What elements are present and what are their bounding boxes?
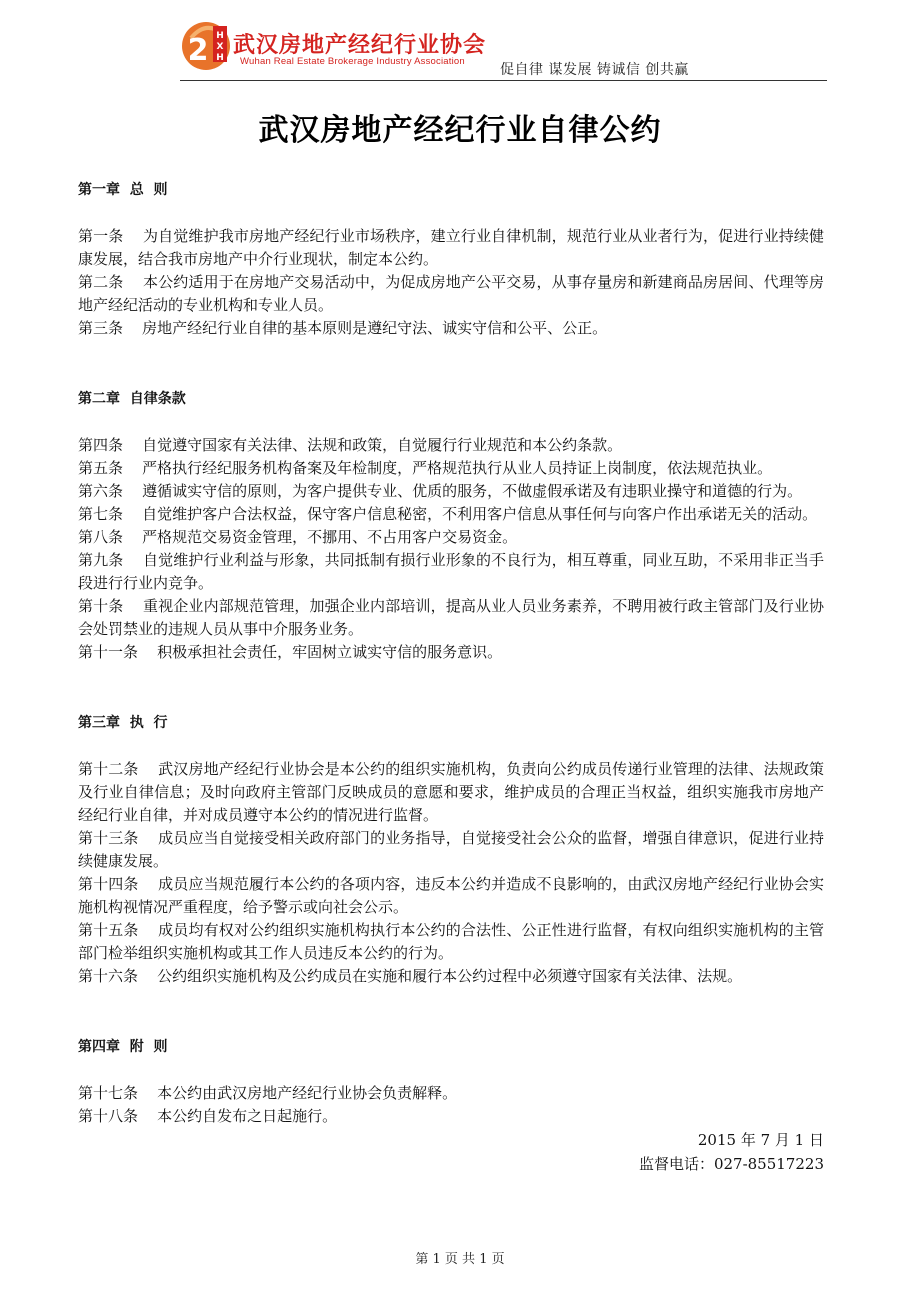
article	[78, 457, 824, 480]
chapter-heading: 第三章 执 行	[78, 715, 168, 731]
svg-text:H: H	[216, 31, 224, 41]
document-body	[78, 178, 824, 1176]
article-number: 第九条	[78, 551, 124, 569]
article-number: 第八条	[78, 528, 124, 546]
article-number: 第十五条	[78, 921, 139, 939]
article-number: 第十七条	[78, 1084, 139, 1102]
article	[78, 873, 824, 919]
supervision-phone: 监督电话：027-85517223	[638, 1155, 824, 1173]
article-number: 第一条	[78, 227, 124, 245]
article-text: 成员均有权对公约组织实施机构执行本公约的合法性、公正性进行监督，有权向组织实施机构的主管部门检举组织实施机构或其工作人员违反本公约的行为。	[78, 921, 824, 962]
article-number: 第二条	[78, 273, 124, 291]
article-number: 第七条	[78, 505, 124, 523]
article	[78, 758, 824, 827]
article	[78, 827, 824, 873]
association-name-en: Wuhan Real Estate Brokerage Industry Association	[240, 56, 465, 67]
article	[78, 919, 824, 965]
article-text: 房地产经纪行业自律的基本原则是遵纪守法、诚实守信和公平、公正。	[142, 319, 608, 337]
header-slogan: 促自律 谋发展 铸诚信 创共赢	[500, 62, 689, 78]
article-text: 武汉房地产经纪行业协会是本公约的组织实施机构，负责向公约成员传递行业管理的法律、法规政策及行业自律信息；及时向政府主管部门反映成员的意愿和要求，维护成员的合理正当权益，组织实施我市房地产经纪行业自律，并对成员遵守本公约的情况进行监督。	[78, 760, 824, 824]
article-text: 成员应当自觉接受相关政府部门的业务指导，自觉接受社会公众的监督，增强自律意识，促进行业持续健康发展。	[78, 829, 824, 870]
svg-text:X: X	[216, 42, 224, 52]
article	[78, 965, 824, 988]
article-number: 第五条	[78, 459, 124, 477]
article-text: 本公约自发布之日起施行。	[157, 1107, 338, 1125]
chapter-heading: 第四章 附 则	[78, 1039, 168, 1055]
article	[78, 595, 824, 641]
article-number: 第十条	[78, 597, 124, 615]
article-text: 公约组织实施机构及公约成员在实施和履行本公约过程中必须遵守国家有关法律、法规。	[157, 967, 743, 985]
issue-date: 2015 年 7 月 1 日	[697, 1131, 824, 1149]
article-number: 第十八条	[78, 1107, 139, 1125]
article	[78, 549, 824, 595]
document-header	[0, 0, 920, 82]
article-text: 积极承担社会责任，牢固树立诚实守信的服务意识。	[157, 643, 503, 661]
document-title: 武汉房地产经纪行业自律公约	[258, 113, 662, 148]
article-text: 自觉遵守国家有关法律、法规和政策，自觉履行行业规范和本公约条款。	[142, 436, 623, 454]
article-text: 自觉维护客户合法权益，保守客户信息秘密，不利用客户信息从事任何与向客户作出承诺无关的活动。	[142, 505, 818, 523]
article-number: 第三条	[78, 319, 124, 337]
article-text: 遵循诚实守信的原则，为客户提供专业、优质的服务，不做虚假承诺及有违职业操守和道德的行为。	[142, 482, 803, 500]
article	[78, 641, 824, 664]
article-text: 严格规范交易资金管理，不挪用、不占用客户交易资金。	[142, 528, 518, 546]
article	[78, 503, 824, 526]
article-number: 第十二条	[78, 760, 139, 778]
article-text: 本公约适用于在房地产交易活动中，为促成房地产公平交易，从事存量房和新建商品房居间、代理等房地产经纪活动的专业机构和专业人员。	[78, 273, 824, 314]
svg-text:H: H	[216, 53, 224, 63]
article	[78, 1105, 824, 1128]
svg-text:2: 2	[187, 33, 209, 68]
article-number: 第十一条	[78, 643, 139, 661]
article-number: 第四条	[78, 436, 124, 454]
article	[78, 434, 824, 457]
article	[78, 271, 824, 317]
article	[78, 1082, 824, 1105]
chapter-heading: 第二章 自律条款	[78, 391, 186, 407]
article-text: 为自觉维护我市房地产经纪行业市场秩序，建立行业自律机制，规范行业从业者行为，促进行业持续健康发展，结合我市房地产中介行业现状，制定本公约。	[78, 227, 824, 268]
article-number: 第十三条	[78, 829, 139, 847]
article-number: 第十六条	[78, 967, 139, 985]
association-name-cn: 武汉房地产经纪行业协会	[233, 33, 487, 58]
article-number: 第六条	[78, 482, 124, 500]
article	[78, 225, 824, 271]
article-text: 严格执行经纪服务机构备案及年检制度，严格规范执行从业人员持证上岗制度，依法规范执业。	[142, 459, 773, 477]
article-text: 重视企业内部规范管理，加强企业内部培训，提高从业人员业务素养，不聘用被行政主管部门及行业协会处罚禁业的违规人员从事中介服务业务。	[78, 597, 824, 638]
article	[78, 317, 824, 340]
chapter-heading: 第一章 总 则	[78, 182, 168, 198]
article-text: 自觉维护行业利益与形象，共同抵制有损行业形象的不良行为，相互尊重，同业互助，不采用非正当手段进行行业内竞争。	[78, 551, 824, 592]
header-divider	[180, 80, 827, 81]
article-text: 本公约由武汉房地产经纪行业协会负责解释。	[157, 1084, 458, 1102]
article-number: 第十四条	[78, 875, 139, 893]
article	[78, 526, 824, 549]
article	[78, 480, 824, 503]
article-text: 成员应当规范履行本公约的各项内容，违反本公约并造成不良影响的，由武汉房地产经纪行业协会实施机构视情况严重程度，给予警示或向社会公示。	[78, 875, 824, 916]
association-logo-icon	[181, 16, 231, 72]
page-number: 第 1 页 共 1 页	[415, 1252, 505, 1267]
